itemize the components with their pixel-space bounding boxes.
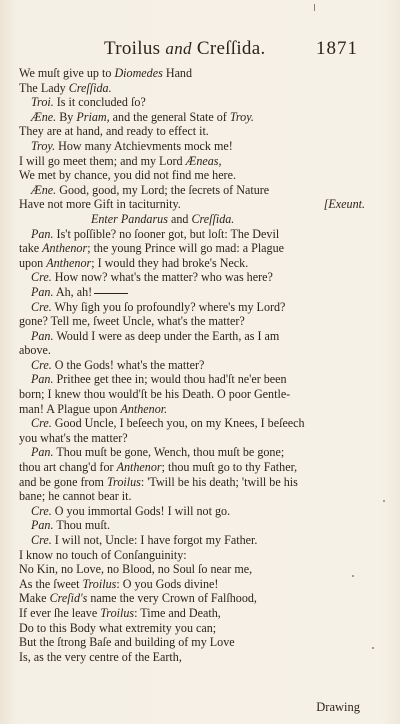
speech-line: Pan. Ah, ah! xyxy=(19,285,365,300)
speaker-prefix: Pan. xyxy=(31,328,54,343)
title-and: and xyxy=(165,39,192,58)
speech-line: Cre. Why ſigh you ſo profoundly? where's my Lord? xyxy=(31,299,286,314)
speaker-prefix: Æne. xyxy=(31,182,57,197)
verse-line: Do to this Body what extremity you can; xyxy=(19,620,217,635)
text-line: We muſt give up to Diomedes Hand xyxy=(19,66,193,80)
paper-speck xyxy=(352,575,354,577)
speaker-prefix: Cre. xyxy=(31,416,52,431)
speaker-prefix: Cre. xyxy=(31,270,52,285)
text-line: I will go meet them; and my Lord Æneas, xyxy=(19,153,222,168)
text-line: Have not more Gift in taciturnity. [Exeunt. xyxy=(19,197,365,212)
speaker-prefix: Cre. xyxy=(31,299,52,314)
paper-speck xyxy=(383,500,385,502)
speech-line: Cre. I will not, Uncle: I have forgot my Father. xyxy=(31,533,258,547)
verse-line: I know no touch of Conſanguinity: xyxy=(19,547,187,562)
text-line: you what's the matter? xyxy=(19,430,128,445)
speaker-prefix: Troy. xyxy=(31,138,56,153)
catchword: Drawing xyxy=(316,700,360,714)
title-cressida: Creſſida. xyxy=(196,38,266,59)
text-line: thou art chang'd for Anthenor; thou muſt go to thy Father, xyxy=(19,460,298,475)
text-line: We met by chance, you did not find me here. xyxy=(19,168,236,183)
speech-line: Pan. Is't poſſible? no ſooner got, but loſt: The Devil xyxy=(31,226,280,241)
running-title xyxy=(104,38,266,60)
verse-line: If ever ſhe leave Troilus: Time and Death, xyxy=(19,605,221,620)
text-line: and be gone from Troilus: 'Twill be his death; 'twill be his xyxy=(19,474,298,489)
text-line: man! A Plague upon Anthenor. xyxy=(19,401,168,416)
speech-line: Æne. By Priam, and the general State of Troy. xyxy=(31,109,254,124)
speech-line: Troi. Is it concluded ſo? xyxy=(31,95,146,110)
speech-line: Pan. Would I were as deep under the Earth, as I am xyxy=(31,328,280,343)
text-line: They are at hand, and ready to effect it. xyxy=(19,124,209,139)
verse-line: As the ſweet Troilus: O you Gods divine! xyxy=(19,576,219,591)
stage-direction-exeunt: [Exeunt. xyxy=(323,197,365,212)
play-text xyxy=(19,66,365,664)
text-line: born; I knew thou would'ſt be his Death. O poor Gentle- xyxy=(19,387,291,402)
speech-line: Æne. Good, good, my Lord; the ſecrets of Nature xyxy=(31,182,270,197)
speaker-prefix: Pan. xyxy=(31,226,54,241)
speech-line: Cre. Good Uncle, I beſeech you, on my Knees, I beſeech xyxy=(31,416,305,431)
text-line: bane; he cannot bear it. xyxy=(19,489,132,504)
text-line: take Anthenor; the young Prince will go mad: a Plague xyxy=(19,241,285,256)
speech-line: Pan. Prithee get thee in; would thou had'ſt ne'er been xyxy=(31,372,287,387)
speaker-prefix: Pan. xyxy=(31,372,54,387)
speaker-prefix: Troi. xyxy=(31,95,54,110)
paper-speck xyxy=(314,4,315,11)
speech-line: Cre. O the Gods! what's the matter? xyxy=(31,357,205,372)
page-number: 1871 xyxy=(316,38,358,59)
text-line: The Lady Creſſida. xyxy=(19,80,112,95)
speech-line: Pan. Thou muſt. xyxy=(31,518,111,533)
speech-line: Troy. How many Atchievments mock me! xyxy=(31,138,233,153)
speaker-prefix: Æne. xyxy=(31,109,57,124)
speaker-prefix: Cre. xyxy=(31,503,52,518)
speaker-prefix: Pan. xyxy=(31,518,54,533)
speech-line: Cre. O you immortal Gods! I will not go. xyxy=(31,503,231,518)
speaker-prefix: Pan. xyxy=(31,284,54,299)
speaker-prefix: Pan. xyxy=(31,445,54,460)
stage-direction: Enter Pandarus and Creſſida. xyxy=(91,211,235,226)
text-line: upon Anthenor; I would they had broke's Neck. xyxy=(19,255,249,270)
speech-line: Pan. Thou muſt be gone, Wench, thou muſt be gone; xyxy=(31,445,285,460)
verse-line: Make Creſid's name the very Crown of Falſhood, xyxy=(19,591,257,606)
speaker-prefix: Cre. xyxy=(31,357,52,372)
text-line: gone? Tell me, ſweet Uncle, what's the matter? xyxy=(19,314,245,329)
em-dash-rule xyxy=(94,293,128,294)
verse-line: No Kin, no Love, no Blood, no Soul ſo near me, xyxy=(19,562,253,577)
text-line: above. xyxy=(19,343,51,358)
paper-speck xyxy=(372,647,374,649)
running-header xyxy=(96,38,358,64)
verse-line: Is, as the very centre of the Earth, xyxy=(19,649,182,664)
speaker-prefix: Cre. xyxy=(31,533,52,547)
title-troilus: Troilus xyxy=(104,38,161,59)
verse-line: But the ſtrong Baſe and building of my Love xyxy=(19,635,235,650)
speech-line: Cre. How now? what's the matter? who was here? xyxy=(31,270,273,285)
